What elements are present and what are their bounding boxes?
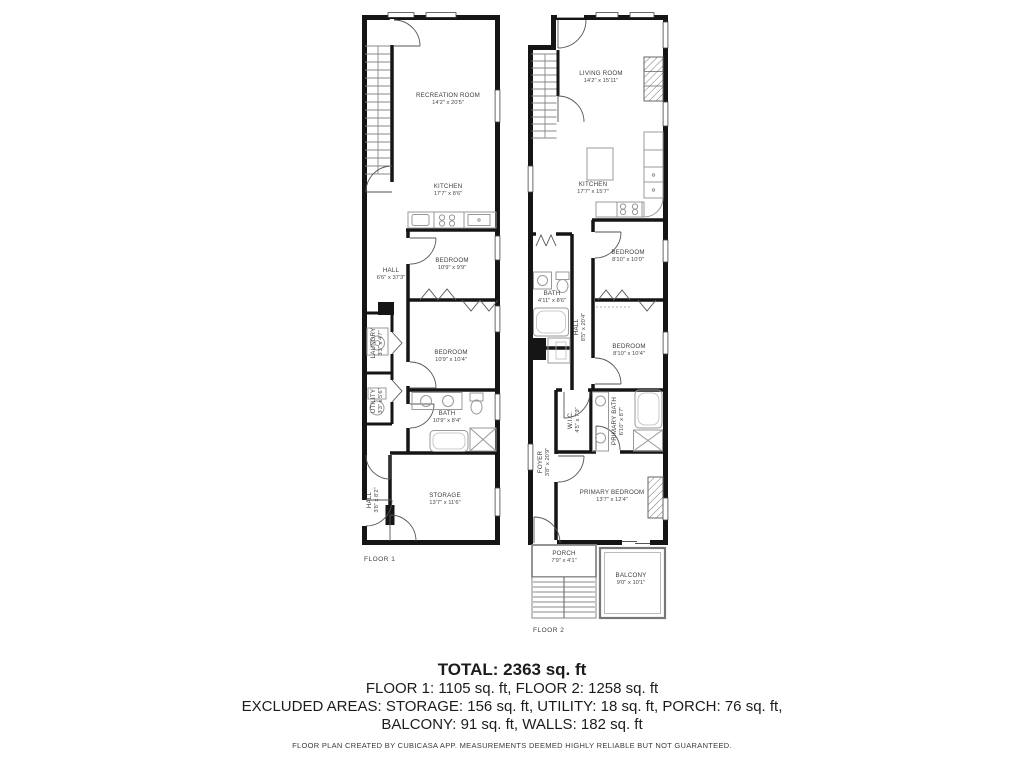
- floor1-doors: [366, 19, 498, 541]
- sink-icon: [596, 396, 606, 406]
- sink-icon: [538, 276, 548, 286]
- excluded-areas-text-line1: EXCLUDED AREAS: STORAGE: 156 sq. ft, UTILITY: 18 sq. ft, PORCH: 76 sq. ft,: [241, 698, 783, 715]
- floor1-plan: [362, 13, 501, 545]
- area-summary: [0, 659, 1024, 750]
- counter: [644, 132, 663, 198]
- room-label-balcony: BALCONY 9'0" x 10'1": [615, 571, 647, 586]
- floor2-kitchen: [587, 132, 663, 217]
- sliding-door-icon: [622, 540, 650, 545]
- room-label-f2-bedroom2: BEDROOM 8'10" x 10'4": [612, 342, 646, 357]
- vanity-icon: [593, 392, 609, 451]
- room-label-primary-bedroom: PRIMARY BEDROOM 13'7" x 12'4": [579, 488, 645, 503]
- floor1-caption: FLOOR 1: [364, 556, 396, 563]
- shower-icon: [634, 430, 663, 451]
- vanity-icon: [534, 272, 552, 289]
- utility-sink-icon: [370, 401, 384, 415]
- room-label-f1-bedroom1: BEDROOM 10'9" x 9'9": [435, 256, 469, 271]
- room-label-f2-bedroom1: BEDROOM 8'10" x 10'0": [611, 248, 645, 263]
- floor1-walls: [362, 17, 500, 545]
- room-label-f1-kitchen: KITCHEN 17'7" x 8'6": [433, 182, 463, 197]
- appliance-icon: [468, 215, 490, 226]
- toilet-icon: [470, 393, 483, 414]
- bathtub-icon: [430, 431, 468, 452]
- room-label-f1-bath: BATH 10'9" x 8'4": [432, 409, 462, 424]
- room-label-storage: STORAGE 13'7" x 11'6": [429, 491, 461, 506]
- exterior-stairs-icon: [532, 577, 596, 618]
- floor1-kitchen-counter: [408, 212, 496, 228]
- room-label-porch: PORCH 7'9" x 4'1": [551, 549, 577, 564]
- toilet-icon: [556, 272, 569, 293]
- floor2-caption: FLOOR 2: [533, 627, 565, 634]
- floor1-bath-fixtures: [412, 393, 496, 452]
- balcony-outline: [600, 548, 665, 618]
- floor2-primary-bath-fixtures: [593, 390, 663, 451]
- room-label-living: LIVING ROOM 14'2" x 15'11": [579, 69, 623, 84]
- chimney-block: [531, 338, 546, 360]
- porch-outline: [532, 545, 596, 577]
- floor2-stairs-icon: [532, 54, 557, 138]
- sink-icon: [421, 396, 432, 407]
- total-area-text: TOTAL: 2363 sq. ft: [437, 660, 587, 679]
- vanity-icon: [412, 393, 462, 410]
- stove-icon: [439, 215, 454, 226]
- chimney-block: [378, 302, 394, 315]
- room-label-f2-hall: HALL 8'5" x 20'4": [572, 312, 587, 342]
- room-label-f2-bath: BATH 4'11" x 8'6": [537, 289, 567, 304]
- excluded-areas-text-line2: BALCONY: 91 sq. ft, WALLS: 182 sq. ft: [381, 716, 643, 733]
- stove-icon: [617, 202, 642, 217]
- room-label-primary-bath: PRIMARY BATH 6'10" x 8'7": [610, 396, 625, 446]
- room-label-f1-bedroom2: BEDROOM 10'9" x 10'4": [434, 348, 468, 363]
- kitchen-island: [587, 148, 613, 180]
- room-label-wic: W.I.C. 4'5" x 7'9": [566, 407, 581, 433]
- floor2-plan: [528, 12, 668, 618]
- disclaimer-text: FLOOR PLAN CREATED BY CUBICASA APP. MEASUREMENTS DEEMED HIGHLY RELIABLE BUT NOT GUARANTEED.: [292, 741, 732, 750]
- sink-icon: [596, 433, 606, 443]
- room-label-f1-hall: HALL 6'6" x 37'3": [376, 266, 406, 281]
- bathtub-icon: [635, 390, 662, 428]
- closet-hatch: [648, 477, 663, 518]
- floor-areas-text: FLOOR 1: 1105 sq. ft, FLOOR 2: 1258 sq. ft: [365, 680, 659, 697]
- sink-icon: [443, 396, 454, 407]
- room-label-f2-kitchen: KITCHEN 17'7" x 15'7": [577, 180, 609, 195]
- room-label-laundry: LAUNDRY 3'3" x 4'7": [369, 327, 384, 359]
- room-label-utility: UTILITY 3'3" x 5'6": [369, 388, 384, 414]
- sink-icon: [412, 215, 429, 226]
- washer-icon: [367, 328, 388, 355]
- closet-shelf: [548, 338, 570, 363]
- utility-box-icon: [368, 388, 386, 399]
- fireplace-hatch: [644, 57, 663, 101]
- room-label-f1-hall-lower: HALL 3'8" x 8'2": [365, 487, 380, 513]
- floor1-stairs-icon: [365, 46, 390, 174]
- room-label-recreation: RECREATION ROOM 14'2" x 20'5": [415, 91, 481, 106]
- bathtub-icon: [534, 308, 569, 336]
- shower-icon: [470, 428, 496, 451]
- room-label-foyer: FOYER 3'8" x 20'9": [536, 447, 551, 477]
